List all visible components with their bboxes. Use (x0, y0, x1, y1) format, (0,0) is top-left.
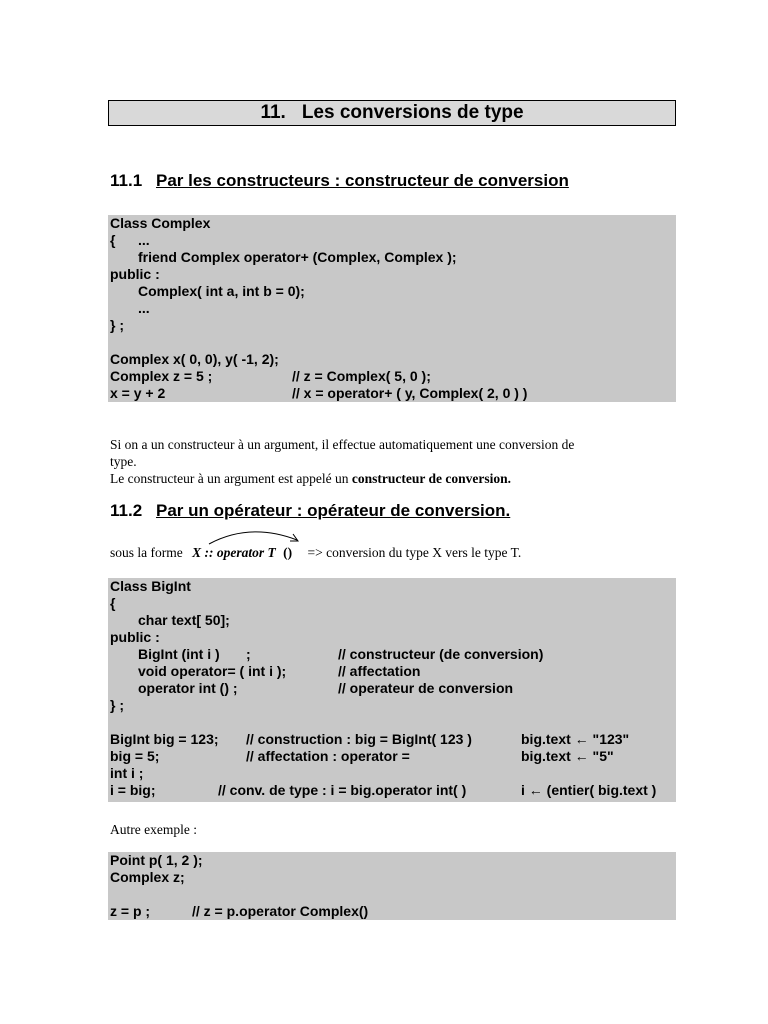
code-line: x = y + 2 (110, 385, 166, 401)
paragraph-line: Si on a un constructeur à un argument, il effectue automatiquement une conversion de (110, 437, 575, 452)
code-annotation: big.text ← "5" (521, 748, 614, 764)
chapter-title-text: Les conversions de type (301, 102, 524, 123)
code-line: BigInt (int i ) (138, 646, 220, 662)
code-comment: // operateur de conversion (338, 680, 514, 696)
code-line: big = 5; (110, 748, 160, 764)
code-annotation: i ← (entier( big.text ) (521, 782, 657, 798)
paragraph-line (110, 470, 670, 487)
code-line: void operator= ( int i ); (138, 663, 287, 679)
code-line: Complex z = 5 ; (110, 368, 213, 384)
code-comment: // x = operator+ ( y, Complex( 2, 0 ) ) (292, 385, 528, 401)
paragraph-constructor (110, 436, 670, 487)
code-line: ... (138, 300, 150, 316)
text-run: Le constructeur à un argument est appelé un (110, 471, 352, 486)
code-line: i = big; (110, 782, 156, 798)
section-number: 11.1 (110, 171, 143, 190)
section-number: 11.2 (110, 501, 143, 520)
code-line: ; (246, 646, 251, 662)
formula-expression: X :: operator T (192, 545, 276, 560)
code-line: public : (110, 266, 160, 282)
paragraph-line: type. (110, 454, 137, 469)
code-comment: // affectation (338, 663, 421, 679)
chapter-number: 11. (260, 102, 286, 123)
section-heading-11-2 (110, 501, 510, 521)
code-annotation: big.text ← "123" (521, 731, 630, 747)
code-line: char text[ 50]; (138, 612, 230, 628)
code-line: friend Complex operator+ (Complex, Complex ); (138, 249, 457, 265)
code-line: Class Complex (110, 215, 211, 231)
paragraph-other-example: Autre exemple : (110, 822, 197, 837)
code-comment: // z = p.operator Complex() (192, 903, 369, 919)
code-line: BigInt big = 123; (110, 731, 219, 747)
section-title: Par un opérateur : opérateur de conversion. (156, 501, 511, 520)
code-line: operator int () ; (138, 680, 238, 696)
code-comment: // affectation : operator = (246, 748, 410, 764)
chapter-title (108, 100, 676, 126)
code-block-point (108, 852, 676, 920)
code-comment: // conv. de type : i = big.operator int( ) (218, 782, 467, 798)
code-line: Complex( int a, int b = 0); (138, 283, 305, 299)
code-line: { (110, 595, 116, 611)
code-comment: // z = Complex( 5, 0 ); (292, 368, 431, 384)
code-line: int i ; (110, 765, 144, 781)
formula-prefix: sous la forme (110, 545, 183, 560)
code-line: z = p ; (110, 903, 151, 919)
code-line: Class BigInt (110, 578, 191, 594)
code-line: } ; (110, 697, 124, 713)
formula-description: => conversion du type X vers le type T. (307, 545, 522, 560)
code-line: Complex x( 0, 0), y( -1, 2); (110, 351, 279, 367)
code-line: public : (110, 629, 160, 645)
code-block-complex (108, 215, 676, 402)
code-block-bigint (108, 578, 676, 802)
code-line: { (110, 232, 116, 248)
code-line: ... (138, 232, 150, 248)
code-comment: // constructeur (de conversion) (338, 646, 544, 662)
code-line: Complex z; (110, 869, 185, 885)
conversion-formula (110, 540, 521, 566)
bold-term: constructeur de conversion. (351, 471, 512, 486)
section-heading-11-1 (110, 171, 569, 191)
formula-parens: () (283, 545, 293, 560)
code-line: } ; (110, 317, 124, 333)
section-title: Par les constructeurs : constructeur de conversion (156, 171, 569, 190)
code-line: Point p( 1, 2 ); (110, 852, 203, 868)
code-comment: // construction : big = BigInt( 123 ) (246, 731, 472, 747)
